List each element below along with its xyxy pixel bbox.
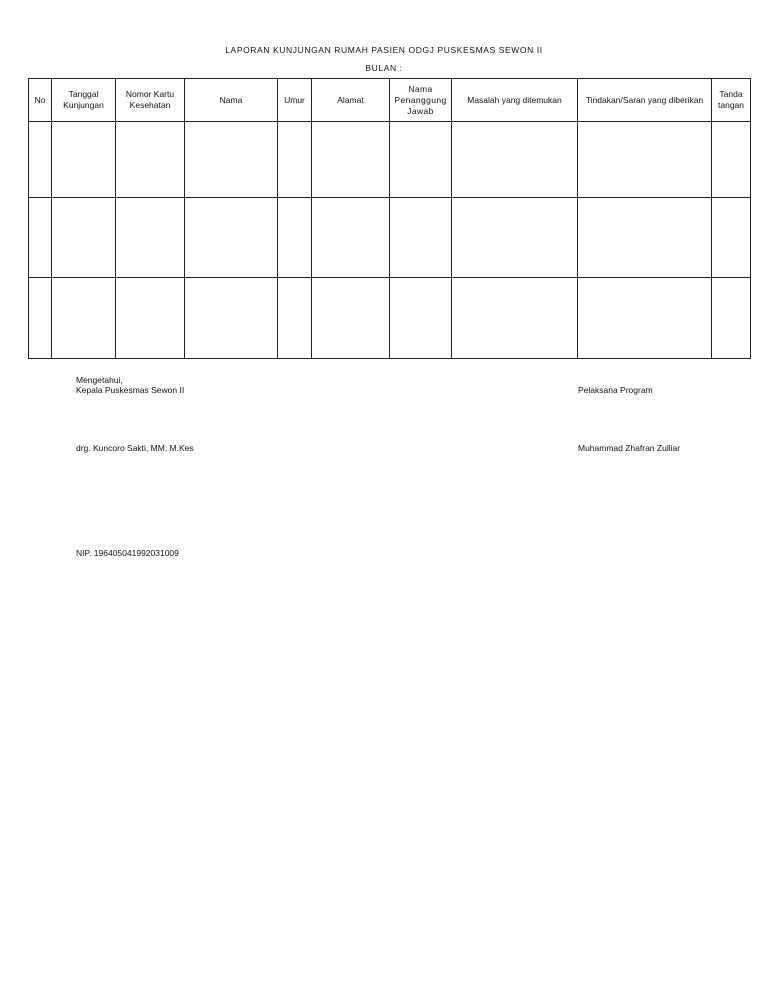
cell-alamat [312,198,390,278]
cell-no [29,278,52,359]
head-of-puskesmas-name: drg. Kuncoro Sakti, MM, M.Kes [76,443,194,453]
cell-tanggal [52,198,116,278]
cell-penanggung-jawab [390,122,452,198]
cell-masalah [452,122,578,198]
header-tindakan-saran: Tindakan/Saran yang diberikan [578,79,712,122]
cell-nama [185,198,278,278]
program-executor-title: Pelaksana Program [578,385,653,395]
header-tanda-tangan: Tanda tangan [712,79,751,122]
header-masalah: Masalah yang ditemukan [452,79,578,122]
cell-umur [278,278,312,359]
header-umur: Umur [278,79,312,122]
signature-block-left [76,375,184,395]
cell-tindakan [578,198,712,278]
acknowledged-label: Mengetahui, [76,375,123,385]
cell-umur [278,198,312,278]
visit-report-table [28,78,751,359]
report-month-label: BULAN : [365,63,403,73]
header-nama: Nama [185,79,278,122]
table-row [29,278,751,359]
cell-penanggung-jawab [390,278,452,359]
cell-penanggung-jawab [390,198,452,278]
header-alamat: Alamat [312,79,390,122]
cell-nomor-kartu [116,278,185,359]
cell-nomor-kartu [116,198,185,278]
head-of-puskesmas-title: Kepala Puskesmas Sewon II [76,385,185,395]
table-header-row [29,79,751,122]
header-no: No [29,79,52,122]
cell-alamat [312,122,390,198]
cell-tanggal [52,122,116,198]
cell-nomor-kartu [116,122,185,198]
cell-tanda-tangan [712,122,751,198]
head-of-puskesmas-nip: NIP. 196405041992031009 [76,548,179,558]
cell-tindakan [578,122,712,198]
cell-masalah [452,278,578,359]
cell-tanda-tangan [712,198,751,278]
cell-tanda-tangan [712,278,751,359]
cell-nama [185,122,278,198]
cell-nama [185,278,278,359]
report-title: LAPORAN KUNJUNGAN RUMAH PASIEN ODGJ PUSKESMAS SEWON II [225,45,543,55]
header-nama-penanggung-jawab: Nama Penanggung Jawab [390,79,452,122]
cell-tindakan [578,278,712,359]
table-row [29,198,751,278]
header-nomor-kartu-kesehatan: Nomor Kartu Kesehatan [116,79,185,122]
cell-tanggal [52,278,116,359]
program-executor-name: Muhammad Zhafran Zulliar [578,443,681,453]
cell-alamat [312,278,390,359]
cell-masalah [452,198,578,278]
cell-no [29,198,52,278]
table-row [29,122,751,198]
header-tanggal-kunjungan: Tanggal Kunjungan [52,79,116,122]
cell-umur [278,122,312,198]
cell-no [29,122,52,198]
